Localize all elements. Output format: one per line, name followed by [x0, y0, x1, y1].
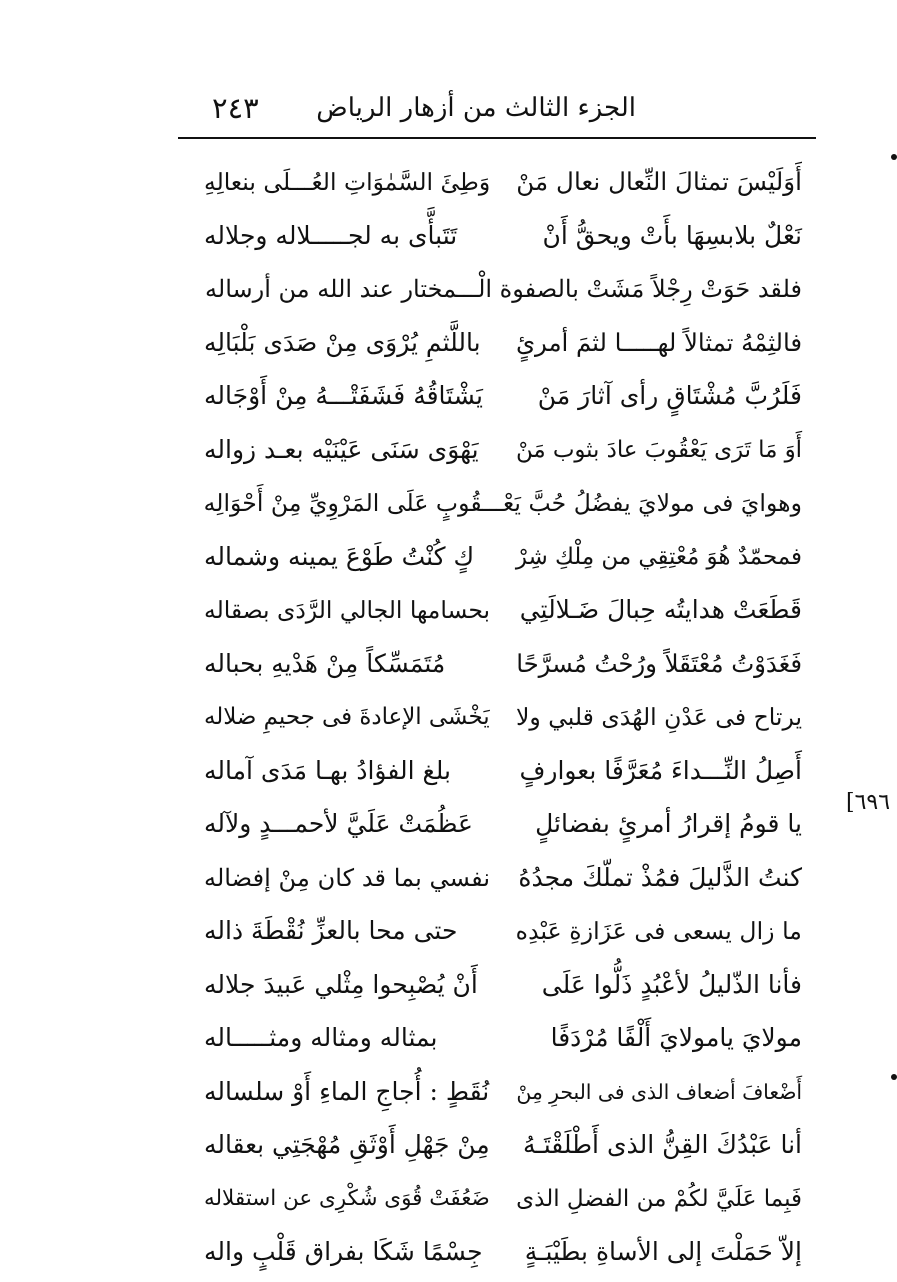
- verse-first-hemistich: ما زال يسعى فى عَزَازةِ عَبْدِه: [515, 917, 802, 945]
- verse-first-hemistich: يرتاح فى عَدْنِ الهُدَى قلبي ولا: [515, 703, 802, 731]
- verse-line: [204, 319, 802, 373]
- verse-line: [204, 212, 802, 266]
- verse-second-hemistich: يَهْوَى سَنَى عَيْنَيْه بعـد زواله: [204, 434, 479, 464]
- verse-second-hemistich: نفسي بما قد كان مِنْ إفضاله: [204, 863, 491, 892]
- verse-second-hemistich: نُقَطٍ : أُجاجِ الماءِ أَوْ سلساله: [204, 1076, 490, 1106]
- running-title: الجزء الثالث من أزهار الرياض: [316, 93, 636, 123]
- margin-dot: [891, 1074, 897, 1080]
- verse-line: [204, 800, 802, 854]
- verse-first-hemistich: إلاّ حَمَلْتَ إلى الأساةِ بطَيْبَـةٍ: [524, 1237, 802, 1266]
- verse-first-hemistich: أنا عَبْدُكَ القِنُّ الذى أَطْلَقْتَـهُ: [522, 1130, 802, 1159]
- page-number: ٢٤٣: [212, 91, 259, 125]
- verse-line: [204, 586, 802, 640]
- verse-second-hemistich: باللَّثمِ يُرْوَى مِنْ صَدَى بَلْبَالِه: [204, 327, 481, 357]
- verse-second-hemistich: جِسْمًا شَكَا بفراق قَلْبٍ واله: [204, 1237, 483, 1266]
- verse-first-hemistich: فَبِما عَلَيَّ لكُمْ من الفضلِ الذى: [516, 1185, 802, 1212]
- verse-line: [204, 479, 802, 533]
- verse-line: [204, 907, 802, 961]
- verse-first-hemistich: مولايَ يامولايَ أَلْفًا مُرْدَفًا: [550, 1023, 802, 1052]
- verse-line: [204, 1175, 802, 1229]
- margin-dot: [891, 154, 897, 160]
- verse-second-hemistich: مُتَمَسِّكاً مِنْ هَدْيهِ بحباله: [204, 648, 446, 678]
- verse-first-hemistich: يا قومُ إقرارُ أمرئٍ بفضائلٍ: [535, 809, 802, 838]
- verse-first-hemistich: أَوَ مَا تَرَى يَعْقُوبَ عادَ بثوب مَنْ: [516, 436, 802, 463]
- verse-full-line: فلقد حَوَتْ رِجْلاً مَشَتْ بالصفوة الْـــمختار عند الله من أرساله: [205, 275, 802, 303]
- verse-line: [204, 1121, 802, 1175]
- verse-line: [204, 854, 802, 908]
- verse-full-line: وهوايَ فى مولايَ يفضُلُ حُبَّ يَعْـــقُوبٍ عَلَى المَرْوِيِّ مِنْ أَحْوَالِه: [203, 489, 802, 517]
- poem-verses: [204, 158, 802, 1282]
- verse-second-hemistich: يَشْتَاقُهُ فَشَفَتْـــهُ مِنْ أَوْجَاله: [204, 381, 483, 410]
- verse-line: [204, 961, 802, 1015]
- header-rule: [178, 137, 816, 139]
- verse-second-hemistich: ضَعُفَتْ قُوَى شُكْرِى عن استقلاله: [204, 1185, 490, 1211]
- verse-second-hemistich: أَنْ يُصْبِحوا مِثْلي عَبيدَ جلاله: [204, 969, 478, 999]
- verse-second-hemistich: بلغ الفؤادُ بهـا مَدَى آماله: [204, 755, 452, 785]
- verse-first-hemistich: فالثِمْهُ تمثالاً لهـــــا لثمَ أمرئٍ: [516, 327, 802, 357]
- verse-first-hemistich: أَوَلَيْسَ تمثالَ النِّعال نعال مَنْ: [516, 167, 802, 196]
- page-header: [178, 88, 816, 134]
- verse-second-hemistich: مِنْ جَهْلِ أَوْثَقِ مُهْجَتِي بعقاله: [204, 1130, 490, 1159]
- verse-first-hemistich: أَصِلُ النِّـــداءَ مُعَرَّفًا بعوارفٍ: [519, 755, 802, 785]
- verse-first-hemistich: فَغَدَوْتُ مُعْتَقَلاً ورُحْتُ مُسرَّحًا: [516, 648, 802, 678]
- verse-second-hemistich: وَطِئَ السَّمٰوَاتِ العُـــلَى بنعالِهِ: [204, 168, 491, 196]
- verse-line: [204, 426, 802, 480]
- verse-second-hemistich: يَخْشَى الإعادةَ فى جحيمِ ضلاله: [204, 704, 490, 730]
- verse-second-hemistich: عَظُمَتْ عَلَيَّ لأحمـــدٍ ولآله: [204, 809, 473, 838]
- verse-line: [204, 533, 802, 587]
- verse-second-hemistich: بحسامها الجالي الرَّدَى بصقاله: [204, 596, 491, 624]
- verse-line: [204, 1014, 802, 1068]
- verse-second-hemistich: بمثاله ومثاله ومثـــــاله: [204, 1023, 438, 1052]
- verse-first-hemistich: فمحمّدٌ هُوَ مُعْتِقِي من مِلْكِ شِرْ: [515, 543, 802, 570]
- verse-line: [204, 1068, 802, 1122]
- verse-line: [204, 693, 802, 747]
- verse-line: [204, 372, 802, 426]
- verse-second-hemistich: تَتَبأَّى به لجـــــلاله وجلاله: [204, 220, 458, 250]
- verse-first-hemistich: قَطَعَتْ هدايتُه حِبالَ ضَـلالَتِي: [519, 595, 802, 624]
- verse-first-hemistich: نَعْلٌ بلابسِهَا بأَتْ ويحقُّ أَنْ: [542, 220, 802, 250]
- verse-first-hemistich: كنتُ الذَّليلَ فمُذْ تملّكَ مجدُهُ: [518, 862, 802, 892]
- margin-note: [٦٩٦: [846, 790, 891, 815]
- verse-first-hemistich: فَلَرُبَّ مُشْتَاقٍ رأى آثارَ مَنْ: [537, 381, 802, 410]
- verse-first-hemistich: أَضْعافَ أضعاف الذى فى البحرِ مِنْ: [516, 1079, 802, 1104]
- verse-line: [204, 265, 802, 319]
- verse-second-hemistich: حتى محا بالعزِّ نُقْطَةَ ذاله: [204, 916, 458, 945]
- verse-line: [204, 1228, 802, 1282]
- verse-second-hemistich: كٍ كُنْتُ طَوْعَ يمينه وشماله: [204, 541, 475, 571]
- verse-line: [204, 747, 802, 801]
- verse-line: [204, 640, 802, 694]
- verse-first-hemistich: فأنا الذّليلُ لأعْبُدٍ ذَلُّوا عَلَى: [541, 969, 802, 999]
- verse-line: [204, 158, 802, 212]
